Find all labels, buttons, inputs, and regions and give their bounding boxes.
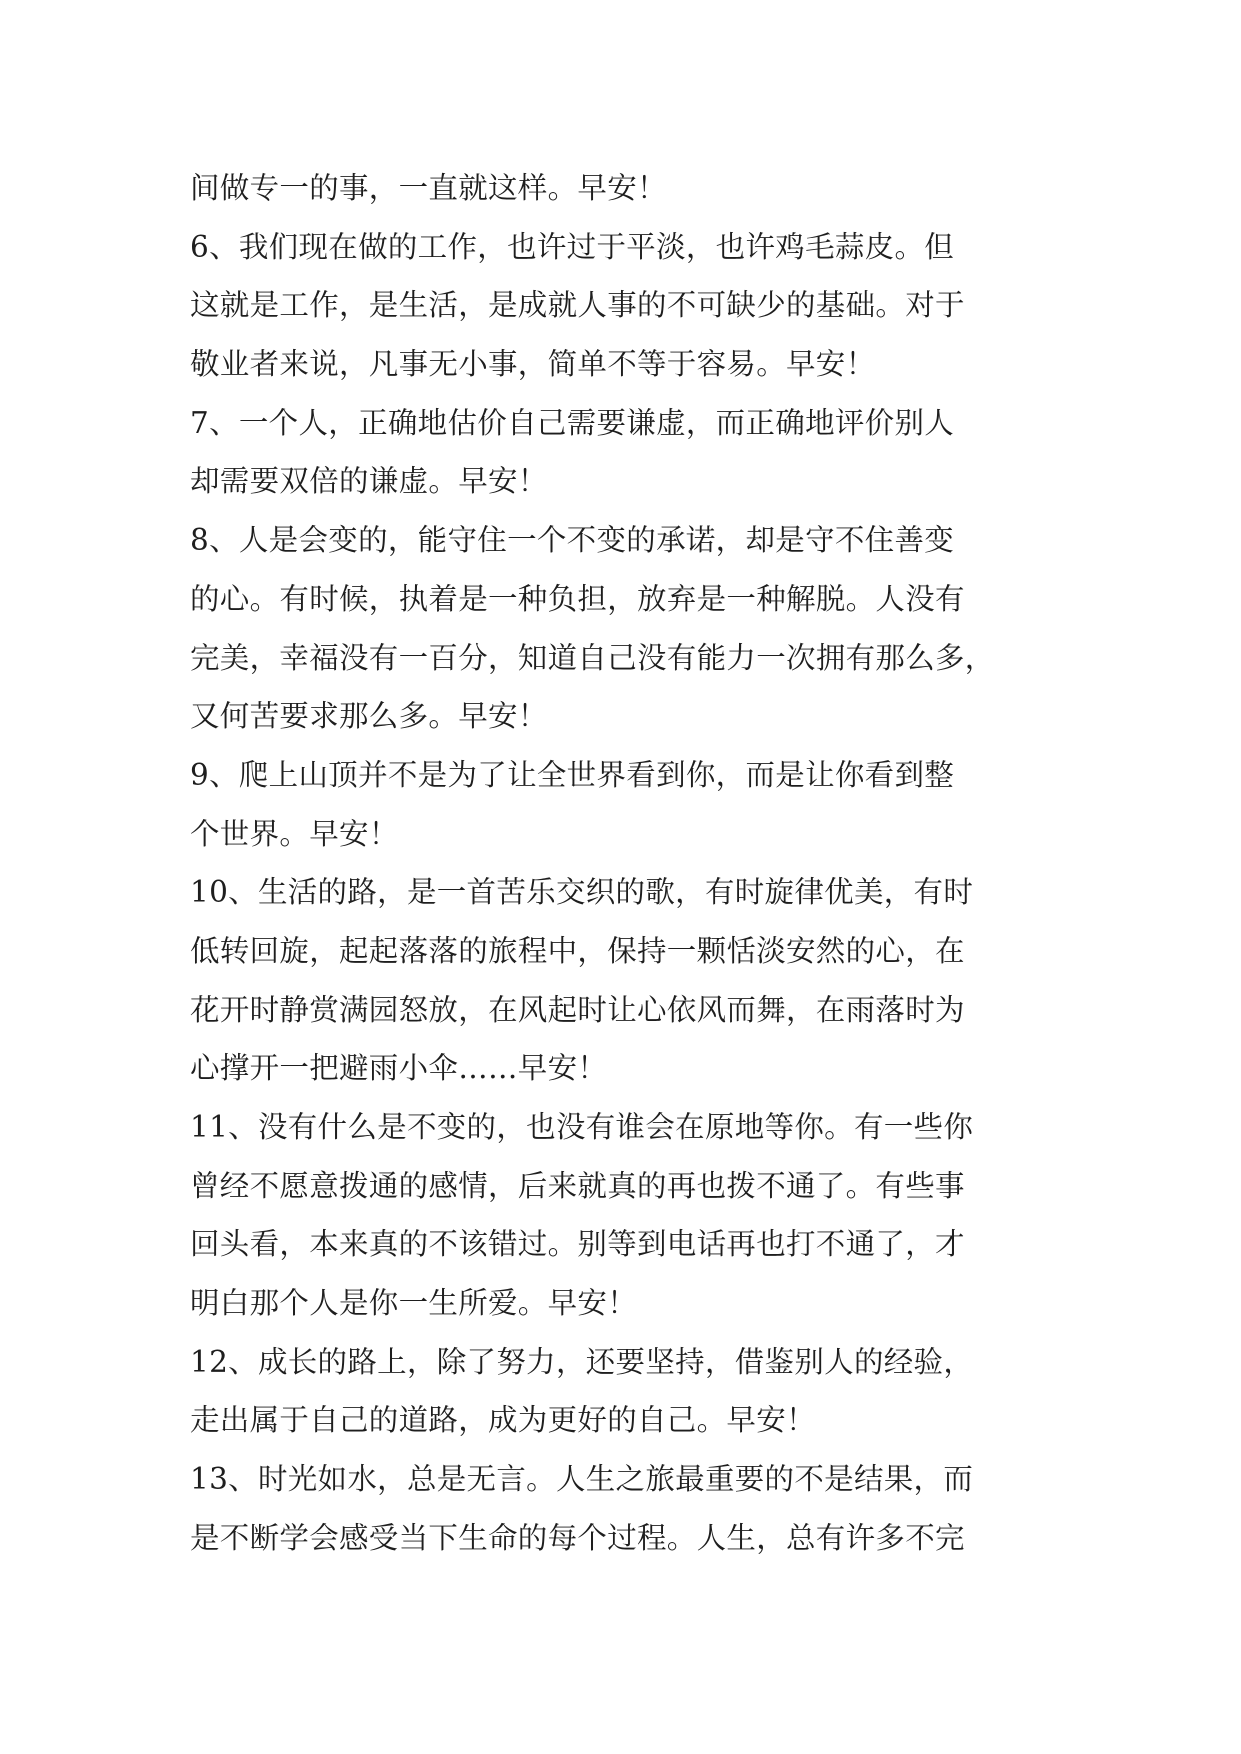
text-line: 11、没有什么是不变的，也没有谁会在原地等你。有一些你 [190, 1110, 974, 1144]
text-line: 低转回旋，起起落落的旅程中，保持一颗恬淡安然的心，在 [190, 933, 965, 968]
text-line: 个世界。早安！ [190, 816, 399, 851]
text-line: 心撑开一把避雨小伞……早安！ [190, 1051, 608, 1086]
text-line: 又何苦要求那么多。早安！ [190, 699, 548, 734]
text-line: 明白那个人是你一生所爱。早安！ [190, 1286, 638, 1321]
text-line: 是不断学会感受当下生命的每个过程。人生，总有许多不完 [190, 1520, 965, 1555]
text-line: 的心。有时候，执着是一种负担，放弃是一种解脱。人没有 [190, 581, 965, 616]
text-line: 6、我们现在做的工作，也许过于平淡，也许鸡毛蒜皮。但 [190, 229, 955, 264]
text-line: 7、一个人，正确地估价自己需要谦虚，而正确地评价别人 [190, 405, 955, 440]
text-line: 这就是工作，是生活，是成就人事的不可缺少的基础。对于 [190, 288, 965, 323]
text-line: 10、生活的路，是一首苦乐交织的歌，有时旋律优美，有时 [190, 875, 974, 910]
text-line: 却需要双倍的谦虚。早安！ [190, 464, 548, 499]
text-line: 走出属于自己的道路，成为更好的自己。早安！ [190, 1403, 816, 1438]
text-line: 完美，幸福没有一百分，知道自己没有能力一次拥有那么多， [190, 640, 995, 675]
text-line: 花开时静赏满园怒放，在风起时让心依风而舞，在雨落时为 [190, 992, 965, 1027]
text-line: 敬业者来说，凡事无小事，简单不等于容易。早安！ [190, 347, 876, 382]
document-body [190, 159, 1060, 1568]
text-line: 9、爬上山顶并不是为了让全世界看到你，而是让你看到整 [190, 757, 955, 792]
text-line: 间做专一的事，一直就这样。早安！ [190, 171, 667, 205]
text-line: 12、成长的路上，除了努力，还要坚持，借鉴别人的经验， [190, 1344, 974, 1379]
text-line: 8、人是会变的，能守住一个不变的承诺，却是守不住善变 [190, 523, 955, 558]
text-line: 曾经不愿意拨通的感情，后来就真的再也拨不通了。有些事 [190, 1168, 965, 1203]
text-line: 回头看，本来真的不该错过。别等到电话再也打不通了，才 [190, 1227, 965, 1262]
text-line: 13、时光如水，总是无言。人生之旅最重要的不是结果，而 [190, 1462, 974, 1497]
